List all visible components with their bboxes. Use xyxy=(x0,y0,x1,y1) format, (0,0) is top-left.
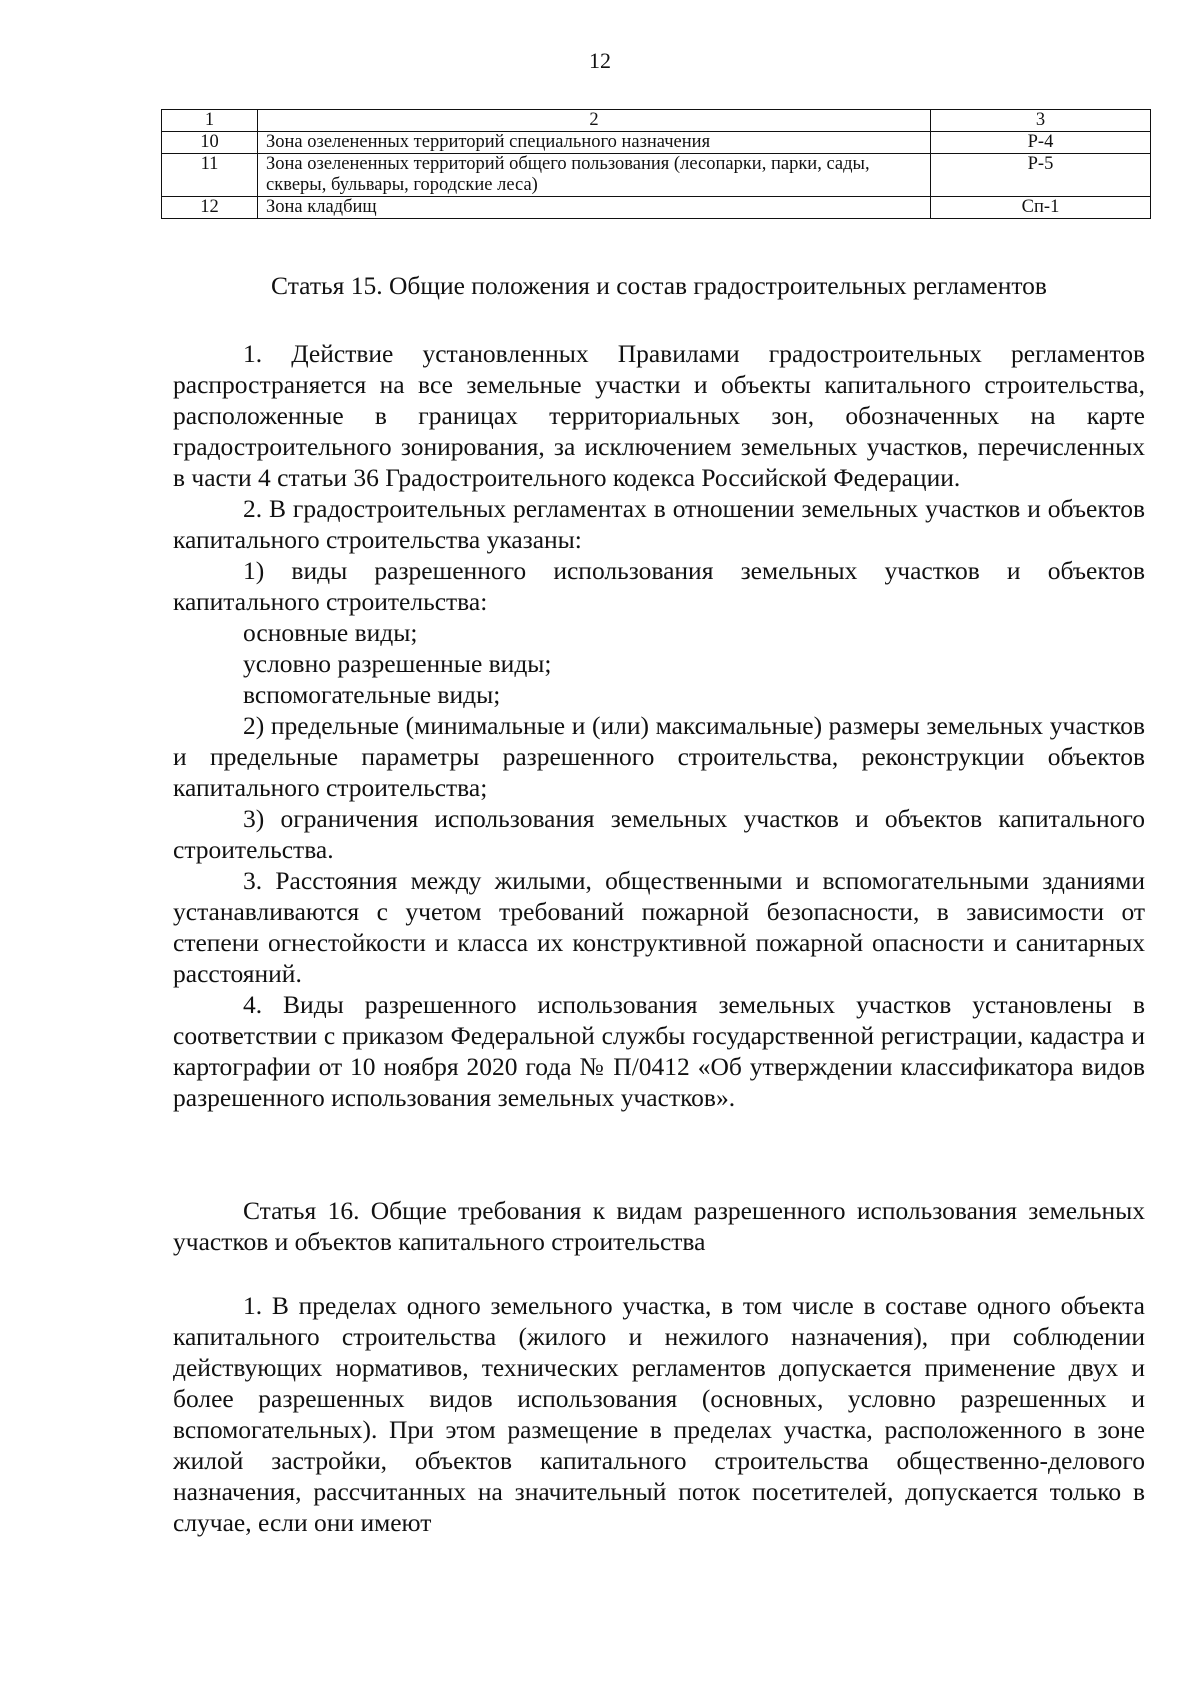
table-header-cell: 1 xyxy=(162,110,258,132)
article-15-paragraph-3: 3. Расстояния между жилыми, общественными и вспомогательными зданиями устанавливаются с учетом требований пожарной безопасности, в зависимости от степени огнестойкости и класса их конструктивной пожарной опасности и санитарных расстояний. xyxy=(173,866,1145,988)
article-15-item-1: 1) виды разрешенного использования земельных участков и объектов капитального строительства: xyxy=(173,556,1145,616)
article-15-body xyxy=(173,338,1145,1113)
table-header-cell: 3 xyxy=(931,110,1151,132)
article-16-body xyxy=(173,1290,1145,1538)
article-15-paragraph-2: 2. В градостроительных регламентах в отношении земельных участков и объектов капитального строительства указаны: xyxy=(173,494,1145,554)
zone-code: Р-5 xyxy=(931,154,1151,197)
zone-name: Зона кладбищ xyxy=(258,197,931,219)
table-header-cell: 2 xyxy=(258,110,931,132)
row-number: 12 xyxy=(162,197,258,219)
table-row xyxy=(162,197,1151,219)
zone-code: Р-4 xyxy=(931,132,1151,154)
article-15-item-3: 3) ограничения использования земельных участков и объектов капитального строительства. xyxy=(173,804,1145,864)
table-row xyxy=(162,132,1151,154)
zone-name: Зона озелененных территорий специального назначения xyxy=(258,132,931,154)
table-header-row xyxy=(162,110,1151,132)
article-16-paragraph-1: 1. В пределах одного земельного участка, в том числе в составе одного объекта капитального строительства (жилого и нежилого назначения), при соблюдении действующих нормативов, технических регламентов допускается применение двух и более разрешенных видов использования (основных, условно разрешенных и вспомогательных). При этом размещение в пределах участка, расположенного в зоне жилой застройки, объектов капитального строительства общественно-делового назначения, рассчитанных на значительный поток посетителей, допускается только в случае, если они имеют xyxy=(173,1291,1145,1537)
row-number: 10 xyxy=(162,132,258,154)
row-number: 11 xyxy=(162,154,258,197)
kind-conditional: условно разрешенные виды; xyxy=(243,649,552,678)
article-15-title: Статья 15. Общие положения и состав градостроительных регламентов xyxy=(271,271,1047,300)
article-15-paragraph-4: 4. Виды разрешенного использования земельных участков установлены в соответствии с приказом Федеральной службы государственной регистрации, кадастра и картографии от 10 ноября 2020 года № П/0412 «Об утверждении классификатора видов разрешенного использования земельных участков». xyxy=(173,990,1145,1112)
zone-code: Сп-1 xyxy=(931,197,1151,219)
kind-auxiliary: вспомогательные виды; xyxy=(243,680,501,709)
page-number: 12 xyxy=(589,48,611,73)
article-16-title: Статья 16. Общие требования к видам разрешенного использования земельных участков и объектов капитального строительства xyxy=(173,1196,1145,1256)
zone-name: Зона озелененных территорий общего пользования (лесопарки, парки, сады, скверы, бульвары, городские леса) xyxy=(258,154,931,197)
kind-main: основные виды; xyxy=(243,618,418,647)
article-15-item-2: 2) предельные (минимальные и (или) максимальные) размеры земельных участков и предельные параметры разрешенного строительства, реконструкции объектов капитального строительства; xyxy=(173,711,1145,802)
zones-table xyxy=(161,109,1151,219)
article-15-paragraph-1: 1. Действие установленных Правилами градостроительных регламентов распространяется на все земельные участки и объекты капитального строительства, расположенные в границах территориальных зон, обозначенных на карте градостроительного зонирования, за исключением земельных участков, перечисленных в части 4 статьи 36 Градостроительного кодекса Российской Федерации. xyxy=(173,339,1145,492)
table-row xyxy=(162,154,1151,197)
